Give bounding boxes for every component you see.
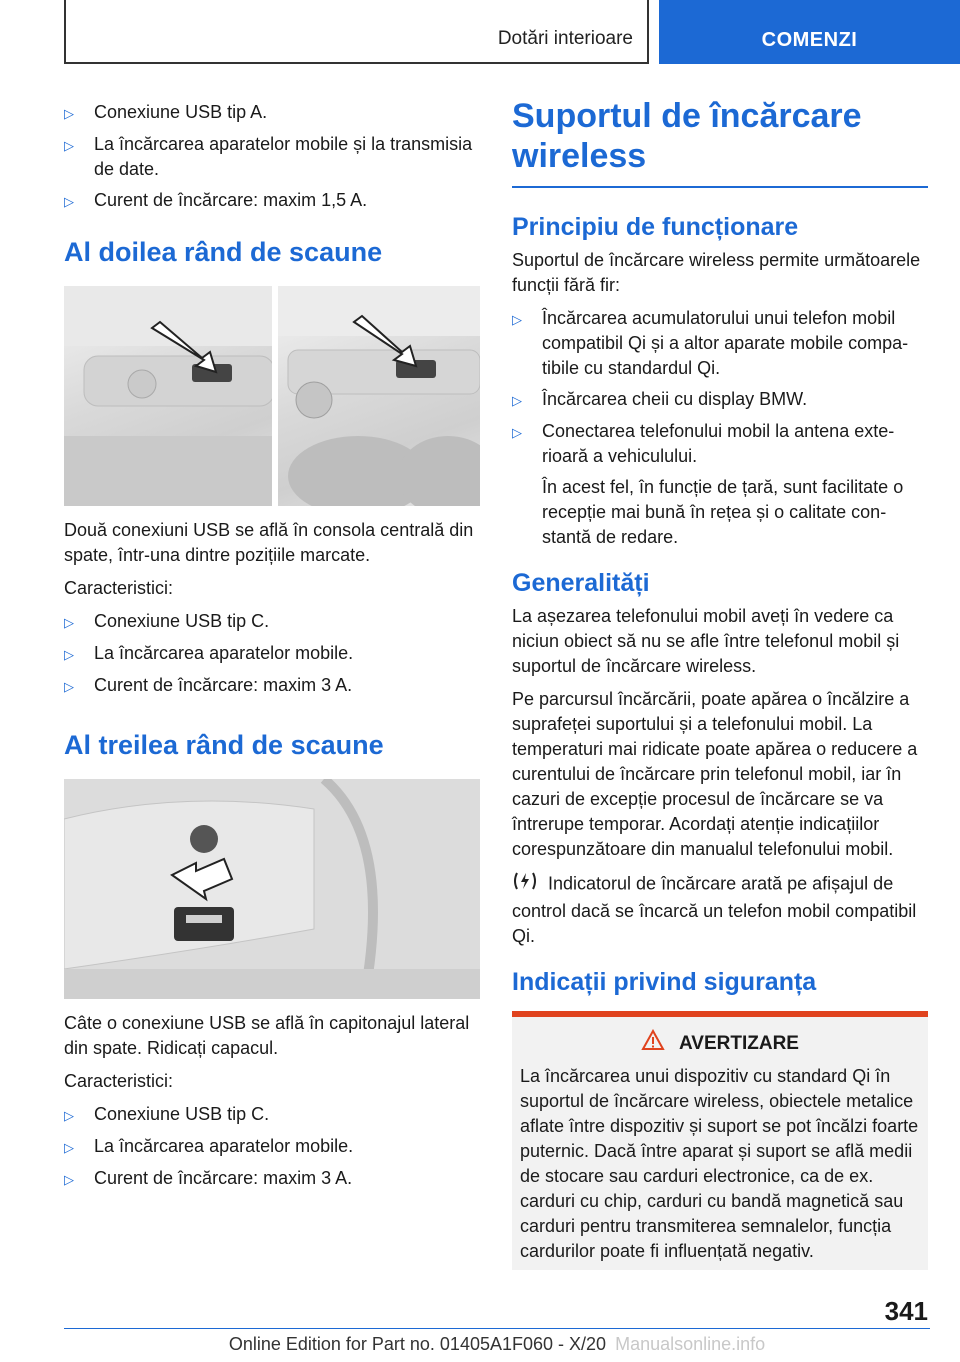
principle-intro: Suportul de încărcare wireless permite următoarele funcții fără fir: xyxy=(512,250,921,295)
triangle-bullet-icon: ▷ xyxy=(512,312,522,327)
triangle-bullet-icon: ▷ xyxy=(512,425,522,440)
general-paragraph-3 xyxy=(512,870,928,949)
header-tab-label: COMENZI xyxy=(761,29,858,51)
list-item: ▷ Conexiune USB tip A. xyxy=(64,100,480,126)
list-item: ▷ Curent de încărcare: maxim 3 A. xyxy=(64,1166,480,1192)
photo-console-usb-left xyxy=(64,286,272,506)
triangle-bullet-icon: ▷ xyxy=(64,615,74,630)
header-section-box xyxy=(64,0,649,64)
warning-text: La încărcarea unui dispozitiv cu standard Qi în suportul de încărcare wireless, obiectele metalice aflate între dispozitiv și suport se pot încălzi foarte puternic. Dacă între aparat și suport se află medii de stocare sau carduri electronice, ca de ex. carduri cu chip, carduri cu bandă magnetică sau carduri pentru transmiterea semnalelor, funcția cardurilor poate fi influențată negativ. xyxy=(520,1066,919,1261)
right-column xyxy=(512,96,928,1270)
list-item: ▷ Curent de încărcare: maxim 3 A. xyxy=(64,673,480,699)
list-item: ▷ Conexiune USB tip C. xyxy=(64,1102,480,1128)
section-title-row3: Al treilea rând de scaune xyxy=(64,730,384,760)
photo-console-usb-right xyxy=(278,286,480,506)
triangle-bullet-icon: ▷ xyxy=(64,1108,74,1123)
list-item: ▷ Conectarea telefonului mobil la antena exterioară a vehiculului. xyxy=(512,419,928,469)
principle-note: În acest fel, în funcție de țară, sunt facilitate o recepție mai bună în rețea și o calitate constantă de redare. xyxy=(542,477,904,547)
warning-title: AVERTIZARE xyxy=(679,1033,799,1054)
list-item: ▷ La încărcarea aparatelor mobile. xyxy=(64,641,480,667)
list-item: ▷ Curent de încărcare: maxim 1,5 A. xyxy=(64,188,480,214)
features-label-row2: Caracteristici: xyxy=(64,578,174,598)
general-paragraph-2: Pe parcursul încărcării, poate apărea o încălzire a suprafeței suportului și a telefonului mobil. La temperaturi mai ridicate poate apărea o reducere a curentului de încărcare prin telefonul mobil, iar în cazuri de excepție procesul de încărcare se va întrerupe temporar. Acordați atenție indicațiilor corespunzătoare din manualul telefonului mobil. xyxy=(512,689,918,859)
warning-box xyxy=(512,1011,928,1270)
footer-edition-text: Online Edition for Part no. 01405A1F060 - X/20 xyxy=(228,1334,607,1354)
list-item: ▷ Încărcarea cheii cu display BMW. xyxy=(512,387,928,413)
list-item: ▷ La încărcarea aparatelor mobile și la transmisia de date. xyxy=(64,132,480,182)
heading-general: Generalități xyxy=(512,569,650,597)
heading-safety: Indicații privind siguranța xyxy=(512,968,817,996)
title-divider xyxy=(512,186,928,188)
left-column xyxy=(64,96,480,1198)
list-item: ▷ La încărcarea aparatelor mobile. xyxy=(64,1134,480,1160)
heading-principle: Principiu de funcționare xyxy=(512,213,799,241)
photo-side-trim-usb xyxy=(64,779,480,999)
header-section-label: Dotări interioare xyxy=(497,28,633,49)
general-paragraph-1: La așezarea telefonului mobil aveți în vedere ca niciun obiect să nu se afle între telefonul mobil și suportul de încărcare wireless. xyxy=(512,606,900,676)
general-paragraph-3-text: Indicatorul de încărcare arată pe afișajul de control dacă se încarcă un telefon mobil compatibil Qi. xyxy=(512,873,917,946)
features-label-row3: Caracteristici: xyxy=(64,1071,174,1091)
triangle-bullet-icon: ▷ xyxy=(512,393,522,408)
triangle-bullet-icon: ▷ xyxy=(64,679,74,694)
triangle-bullet-icon: ▷ xyxy=(64,1172,74,1187)
chapter-title: Suportul de încărcare wireless xyxy=(512,97,862,175)
header-tab-comenzi[interactable] xyxy=(659,0,960,64)
wireless-charging-icon xyxy=(512,870,538,899)
triangle-bullet-icon: ▷ xyxy=(64,106,74,121)
caption-row2: Două conexiuni USB se află în consola centrală din spate, într-una dintre pozițiile marcate. xyxy=(64,520,474,565)
triangle-bullet-icon: ▷ xyxy=(64,194,74,209)
footer-divider xyxy=(64,1328,930,1329)
photo-row-second-row-usb xyxy=(64,286,480,506)
footer-edition xyxy=(64,1334,930,1355)
list-item: ▷ Conexiune USB tip C. xyxy=(64,609,480,635)
footer-watermark: Manualsonline.info xyxy=(615,1334,766,1354)
page-number: 341 xyxy=(884,1296,928,1326)
warning-header xyxy=(520,1029,920,1058)
triangle-bullet-icon: ▷ xyxy=(64,647,74,662)
caption-row3: Câte o conexiune USB se află în capitonajul lateral din spate. Ridicați capacul. xyxy=(64,1013,470,1058)
triangle-bullet-icon: ▷ xyxy=(64,138,74,153)
section-title-row2: Al doilea rând de scaune xyxy=(64,237,383,267)
warning-triangle-icon xyxy=(641,1029,665,1058)
triangle-bullet-icon: ▷ xyxy=(64,1140,74,1155)
list-item: ▷ Încărcarea acumulatorului unui telefon mobil compatibil Qi și a altor aparate mobile compatibile cu standardul Qi. xyxy=(512,306,928,381)
